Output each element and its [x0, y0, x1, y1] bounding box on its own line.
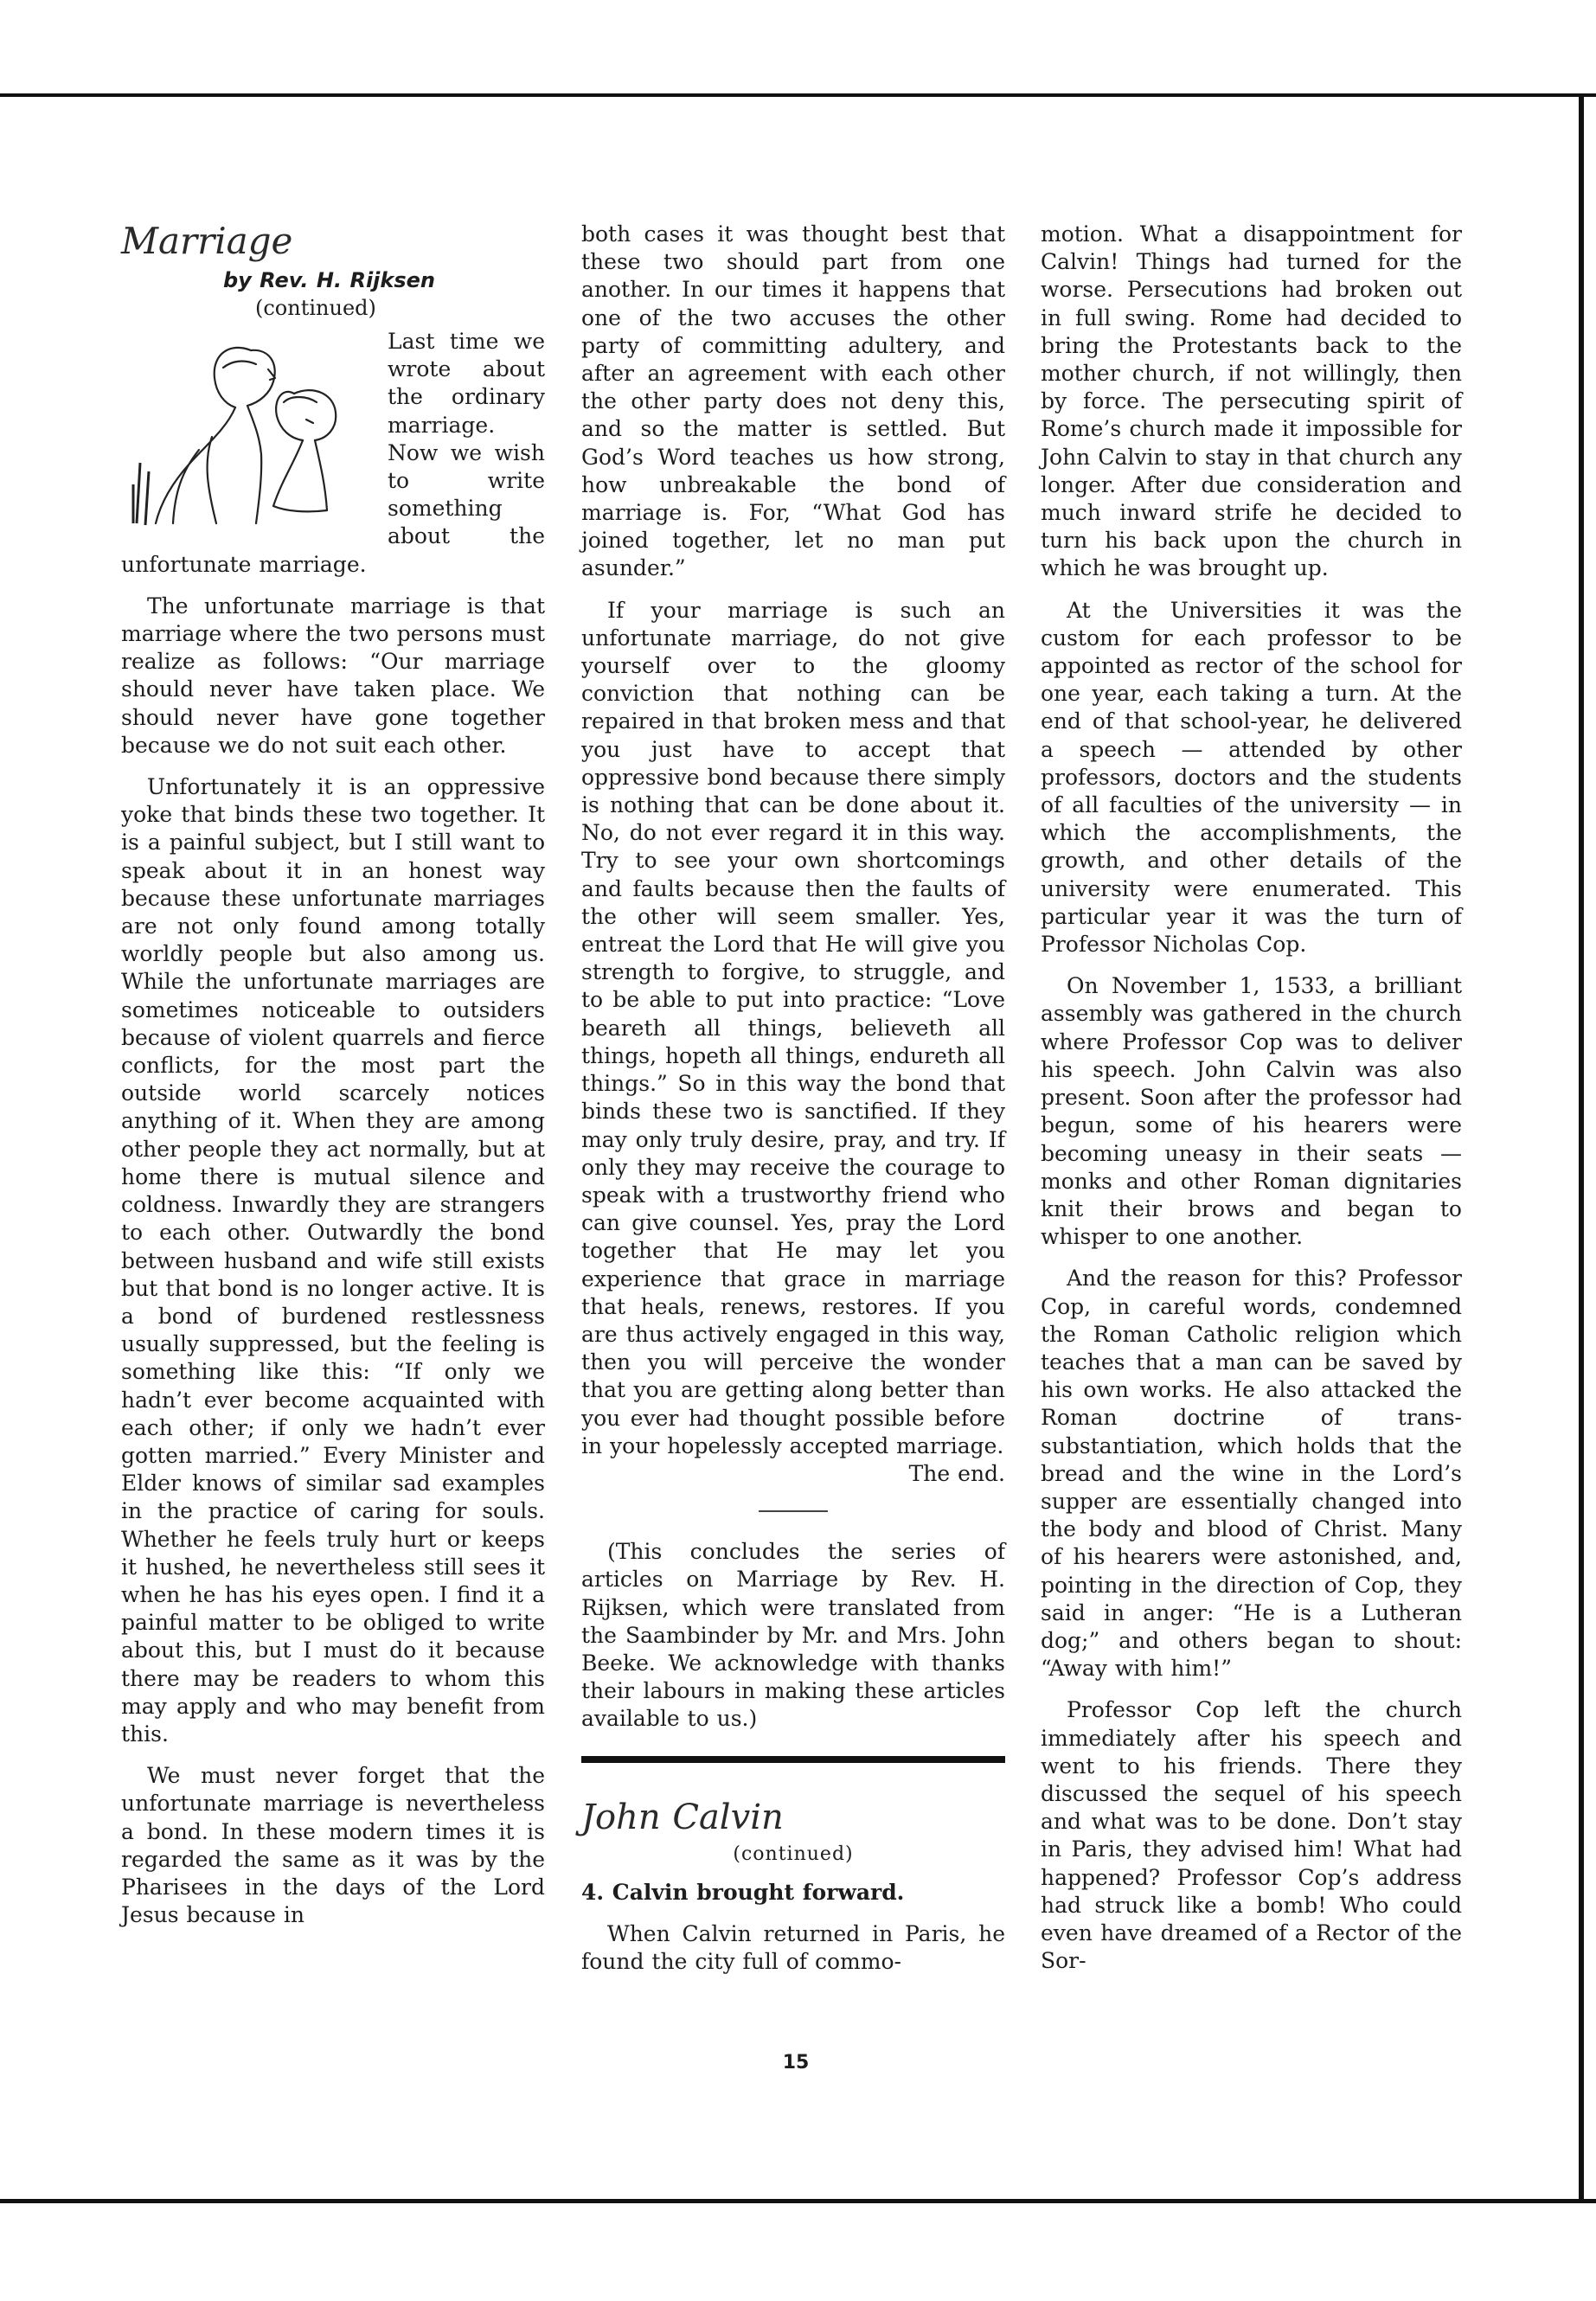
article-byline: by Rev. H. Rijksen	[223, 268, 436, 292]
couple-illustration-icon	[121, 333, 372, 528]
continued-label: (continued)	[255, 296, 376, 320]
calvin-paragraph-2: motion. What a disappointment for Calvin! Things had turned for the worse. Persecutions had broken out in full swing. Rome had decided to bring the Protestants back to the mother church, if not willingly, then by force. The persecuting spirit of Rome’s church made it impossible for John Calvin to stay in that church any longer. After due consideration and much inward strife he decided to turn his back upon the church in which he was brought up.	[1041, 221, 1462, 581]
column-3	[1041, 221, 1462, 1989]
scan-border-bottom	[0, 2199, 1596, 2203]
scan-border-right	[1579, 93, 1584, 2203]
marriage-paragraph-6: If your marriage is such an unfortunate marriage, do not give yourself over to the gloomy conviction that nothing can be repaired in that broken mess and that you just have to accept that oppressive bond because there simply is nothing that can be done about it. No, do not ever regard it in this way. Try to see your own shortcomings and faults because then the faults of the other will seem smaller. Yes, entreat the Lord that He will give you strength to forgive, to struggle, and to be able to put into practice: “Love beareth all things, believeth all things, hopeth all things, endureth all things.” So in this way the bond that binds these two is sanctified. If they may only truly desire, pray, and try. If only they may receive the courage to speak with a trustworthy friend who can give counsel. Yes, pray the Lord together that He may let you experience that grace in marriage that heals, renews, restores. If you are thus actively engaged in this way, then you will perceive the wonder that you are getting along better than you ever had thought possible before in your hopelessly accepted marriage.	[581, 597, 1005, 1458]
series-note: (This concludes the series of articles on Marriage by Rev. H. Rijksen, which were translated from the Saambinder by Mr. and Mrs. John Beeke. We acknowledge with thanks their labours in making these articles available to us.)	[581, 1539, 1005, 1732]
scan-border-top	[0, 93, 1596, 97]
article-title-john-calvin: John Calvin	[581, 1797, 784, 1837]
column-2	[581, 221, 1005, 1990]
calvin-paragraph-6: Professor Cop left the church immediately after his speech and went to his friends. There they discussed the sequel of his speech and what was to be done. Don’t stay in Paris, they advised him! What had happened? Professor Cop’s address had struck like a bomb! Who could even have dreamed of a Rector of the Sor-	[1041, 1697, 1462, 1974]
marriage-paragraph-2: The unfortunate marriage is that marriage where the two persons must realize as follows: “Our marriage should never have taken place. We should never have gone together because we do not suit each other.	[121, 593, 545, 758]
marriage-paragraph-3: Unfortunately it is an oppressive yoke that binds these two together. It is a painful subject, but I still want to speak about it in an honest way because these unfortunate marriages are not only found among totally worldly people but also among us. While the unfortunate marriages are sometimes noticeable to outsiders because of violent quarrels and fierce conflicts, for the most part the outside world scarcely notices anything of it. When they are among other people they act normally, but at home there is mutual silence and coldness. Inwardly they are strangers to each other. Outwardly the bond between husband and wife still exists but that bond is no longer active. It is a bond of burdened restlessness usually suppressed, but the feeling is something like this: “If only we hadn’t ever become acquainted with each other; if only we hadn’t ever gotten married.” Every Minister and Elder knows of similar sad examples in the practice of caring for souls. Whether he feels truly hurt or keeps it hushed, he nevertheless still sees it when he has his eyes open. I find it a painful matter to be obliged to write about this, but I must do it because there may be readers to whom this may apply and who may benefit from this.	[121, 774, 545, 1747]
calvin-paragraph-3: At the Universities it was the custom for each professor to be appointed as rector of the school for one year, each taking a turn. At the end of that school-year, he delivered a speech — attended by other professors, doctors and the students of all faculties of the university — in which the accomplishments, the growth, and other details of the university were enumerated. This particular year it was the turn of Professor Nicholas Cop.	[1041, 597, 1462, 958]
section-divider	[581, 1756, 1005, 1763]
short-divider	[759, 1510, 828, 1512]
page-number: 15	[782, 2052, 810, 2073]
marriage-paragraph-1: Last time we wrote about the ordinary marriage. Now we wish to write something about the unfortunate marriage.	[121, 329, 545, 577]
column-1	[121, 221, 545, 1943]
marriage-paragraph-4: We must never forget that the unfortunate marriage is nevertheless a bond. In these modern times it is regarded the same as it was by the Pharisees in the days of the Lord Jesus because in	[121, 1763, 545, 1928]
calvin-paragraph-4: On November 1, 1533, a brilliant assembly was gathered in the church where Professor Cop was to deliver his speech. John Calvin was also present. Soon after the professor had begun, some of his hearers were becoming uneasy in their seats — monks and other Roman dignitaries knit their brows and began to whisper to one another.	[1041, 973, 1462, 1250]
calvin-paragraph-1: When Calvin returned in Paris, he found the city full of commo-	[581, 1920, 1005, 1975]
calvin-continued-label: (continued)	[733, 1843, 854, 1865]
calvin-paragraph-5: And the reason for this? Professor Cop, in careful words, condemned the Roman Catholic religion which teaches that a man can be saved by his own works. He also attacked the Roman doctrine of trans-substantiation, which holds that the bread and the wine in the Lord’s supper are essentially changed into the body and blood of Christ. Many of his hearers were astonished, and, pointing in the direction of Cop, they said in anger: “He is a Lutheran dog;” and others began to shout: “Away with him!”	[1041, 1266, 1462, 1682]
article-end-label: The end.	[908, 1460, 1005, 1486]
calvin-subheading: 4. Calvin brought forward.	[581, 1879, 905, 1905]
marriage-paragraph-5: both cases it was thought best that these two should part from one another. In our times it happens that one of the two accuses the other party of committing adultery, and after an agreement with each other the other party does not deny this, and so the matter is settled. But God’s Word teaches us how strong, how unbreakable the bond of marriage is. For, “What God has joined together, let no man put asunder.”	[581, 221, 1005, 581]
article-title-marriage: Marriage	[121, 220, 293, 262]
